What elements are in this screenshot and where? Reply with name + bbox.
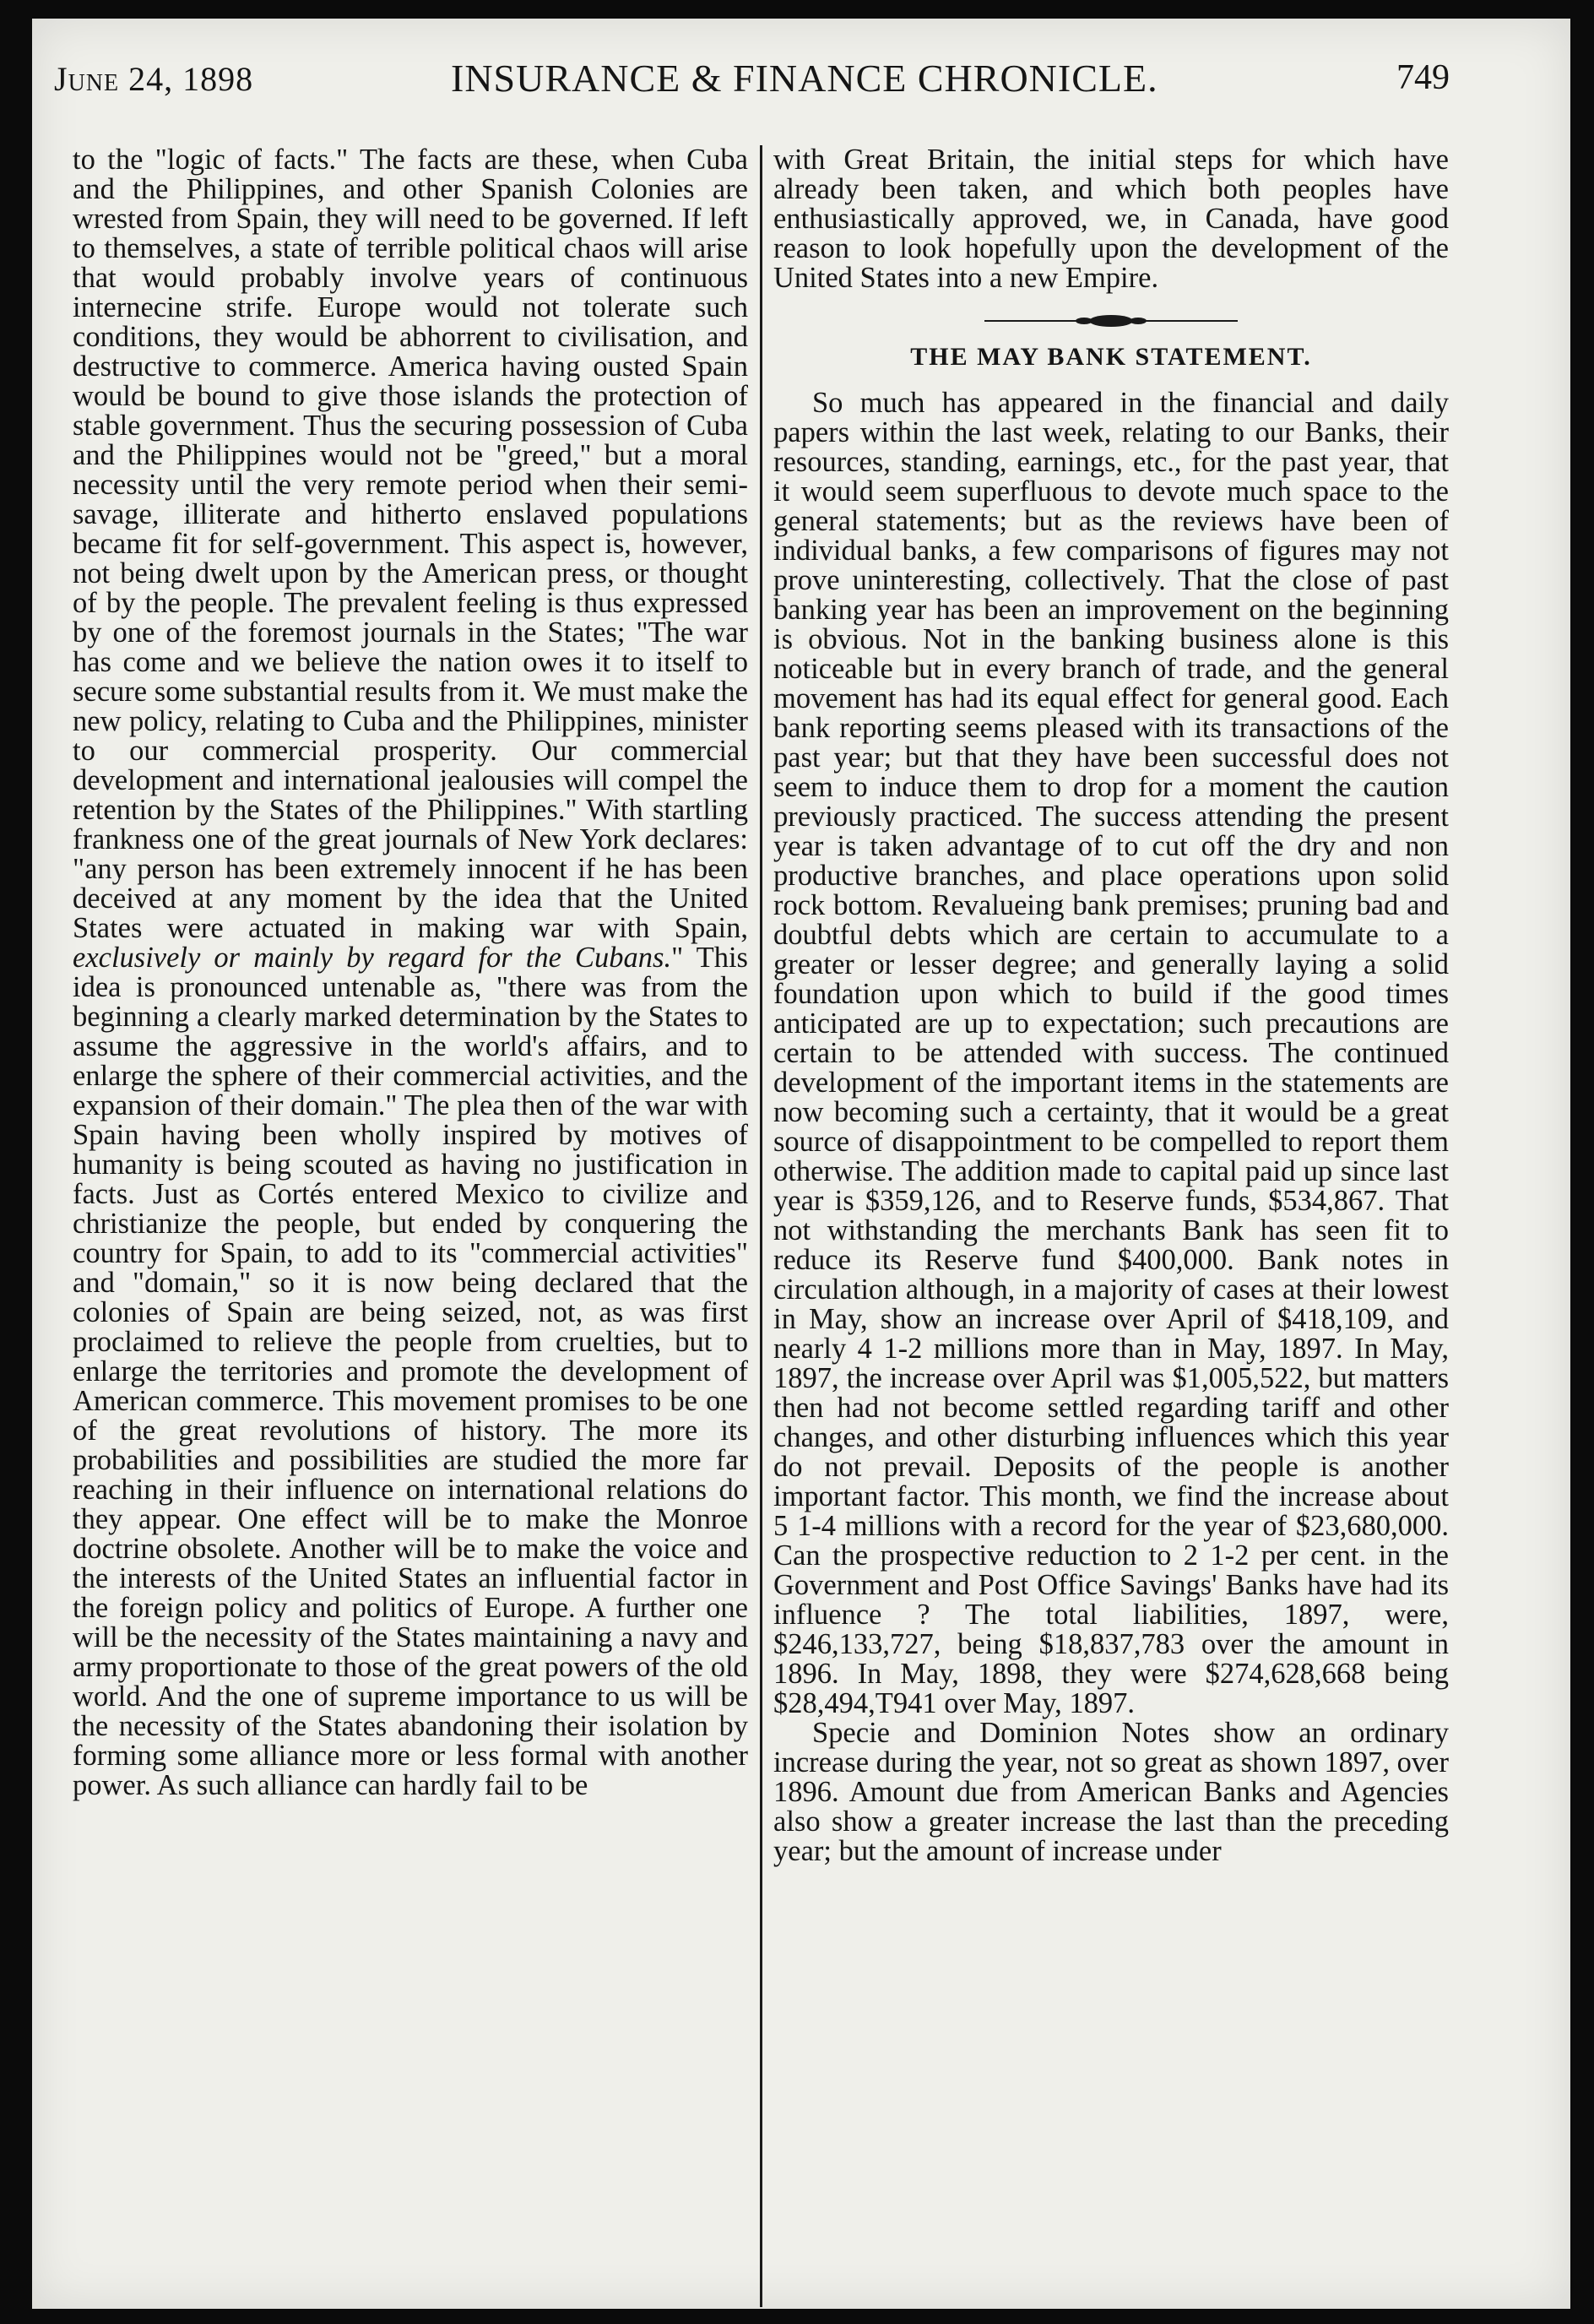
publication-title: INSURANCE & FINANCE CHRONICLE.: [451, 57, 1158, 100]
paragraph: Specie and Dominion Notes show an ordinary increase during the year, not so great as shown 1897, over 1896. Amount due from American Banks and Agencies also show a greater increase the last than the preceding year; but the amount of increase under: [773, 1717, 1449, 1867]
page-header: [54, 51, 1450, 110]
paragraph: [73, 145, 748, 1800]
italic-phrase: exclusively or mainly by regard for the Cubans.: [73, 942, 672, 974]
issue-date: June 24, 1898: [54, 60, 254, 98]
paragraph: So much has appeared in the financial and daily papers within the last week, relating to our Banks, their resources, standing, earnings, etc., for the past year, that it would seem superfluous to devote much space to the general statements; but as the reviews have been of individual banks, a few comparisons of figures may not prove uninteresting, collectively. That the close of past banking year has been an improvement on the beginning is obvious. Not in the banking business alone is this noticeable but in every branch of trade, and the general movement has had its equal effect for general good. Each bank reporting seems pleased with its transactions of the past year; but that they have been successful does not seem to induce them to drop for a moment the caution previously practiced. The success attending the present year is taken advantage of to cut off the dry and non productive branches, and place operations upon solid rock bottom. Revalueing bank premises; pruning bad and doubtful debts which are certain to accumulate to a greater or lesser degree; and generally laying a solid foundation upon which to build if the good times anticipated are up to expectation; such precautions are certain to be attended with success. The continued development of the important items in the statements are now becoming such a certainty, that it would be a great source of disappointment to be compelled to report them otherwise. The addition made to capital paid up since last year is $359,126, and to Reserve funds, $534,867. That not withstanding the merchants Bank has seen fit to reduce its Reserve fund $400,000. Bank notes in circulation although, in a majority of cases at their lowest in May, show an increase over April of $418,109, and nearly 4 1-2 millions more than in May, 1897. In May, 1897, the increase over April was $1,005,522, but matters then had not become settled regarding tariff and other changes, and other disturbing influences which this year do not prevail. Deposits of the people is another important factor. This month, we find the increase about 5 1-4 millions with a record for the year of $23,680,000. Can the prospective reduction to 2 1-2 per cent. in the Government and Post Office Savings' Banks have had its influence ? The total liabilities, 1897, were, $246,133,727, being $18,837,783 over the amount in 1896. In May, 1898, they were $274,628,668 being $28,494,T941 over May, 1897.: [773, 387, 1449, 1719]
paragraph-text: to the "logic of facts." The facts are these, when Cuba and the Philippines, and other Spanish Colonies are wrested from Spain, they will need to be governed. If left to themselves, a state of terrible political chaos will arise that would probably involve years of continuous internecine strife. Europe would not tolerate such conditions, they would be abhorrent to civilisation, and destructive to commerce. America having ousted Spain would be bound to give those islands the protection of stable government. Thus the securing possession of Cuba and the Philippines would not be "greed," but a moral necessity until the very remote period when their semi-savage, illiterate and hitherto enslaved populations became fit for self-government. This aspect is, however, not being dwelt upon by the American press, or thought of by the people. The prevalent feeling is thus expressed by one of the foremost journals in the States; "The war has come and we believe the nation owes it to itself to secure some substantial results from it. We must make the new policy, relating to Cuba and the Philippines, minister to our commercial prosperity. Our commercial development and international jealousies will compel the retention by the States of the Philippines." With startling frankness one of the great journals of New York declares: "any person has been extremely innocent if he has been deceived at any moment by the idea that the United States were actuated in making war with Spain,: [73, 144, 748, 944]
paragraph-text: " This idea is pronounced untenable as, "there was from the beginning a clearly marked determination by the States to assume the aggressive in the world's affairs, and to enlarge the sphere of their commercial activities, and the expansion of their domain." The plea then of the war with Spain having been wholly inspired by motives of humanity is being scouted as having no justification in facts. Just as Cortés entered Mexico to civilize and christianize the people, but ended by conquering the country for Spain, to add to its "commercial activities" and "domain," so it is now being declared that the colonies of Spain are being seized, not, as was first proclaimed to relieve the people from cruelties, but to enlarge the territories and promote the development of American commerce. This movement promises to be one of the great revolutions of history. The more its probabilities and possibilities are studied the more far reaching in their influence on international relations do they appear. One effect will be to make the Monroe doctrine obsolete. Another will be to make the voice and the interests of the United States an influential factor in the foreign policy and politics of Europe. A further one will be the necessity of the States maintaining a navy and army proportionate to those of the great powers of the old world. And the one of supreme importance to us will be the necessity of the States abandoning their isolation by forming some alliance more or less formal with another power. As such alliance can hardly fail to be: [73, 942, 748, 1801]
ornamental-divider: [984, 312, 1238, 330]
left-column: [73, 145, 748, 1800]
page-number: 749: [1396, 58, 1450, 97]
right-column: [773, 145, 1449, 1866]
paragraph: with Great Britain, the initial steps for which have already been taken, and which both peoples have enthusiastically approved, we, in Canada, have good reason to look hopefully upon the development of the United States into a new Empire.: [773, 144, 1449, 294]
newspaper-page: [32, 19, 1570, 2309]
section-heading: THE MAY BANK STATEMENT.: [910, 343, 1312, 371]
column-rule: [760, 145, 762, 2307]
